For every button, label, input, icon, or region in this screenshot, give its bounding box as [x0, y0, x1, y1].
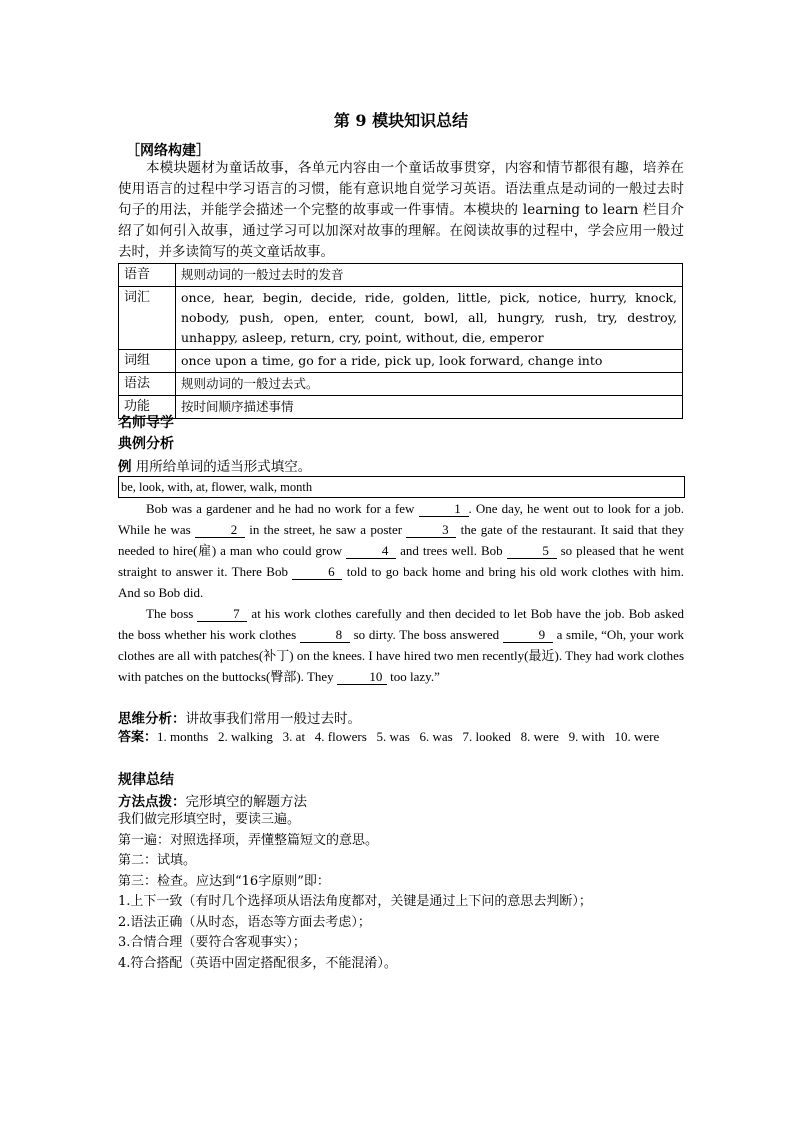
- passage-text: so dirty. The boss answered: [353, 627, 500, 642]
- blank-6: 6: [292, 565, 342, 580]
- network-heading: ［网络构建］: [126, 143, 210, 159]
- analysis-line: [118, 707, 361, 727]
- method-label: 方法点拨：: [118, 794, 186, 810]
- table-row: [119, 264, 683, 287]
- blank-5: 5: [507, 544, 557, 559]
- passage-text: told to go back home and bring his old work clothes with him. And so Bob did.: [118, 564, 685, 600]
- list-item: 3.合情合理（要符合客观事实）；: [118, 935, 306, 950]
- passage-text: so pleased that he went straight to answer it. There Bob: [118, 543, 685, 579]
- passage-text: The boss: [146, 606, 194, 621]
- method-text: 完形填空的解题方法: [185, 794, 307, 810]
- table-row: [119, 350, 683, 373]
- passage-text: the gate of the restaurant. It said that they needed to hire(雇) a man who could grow: [118, 522, 685, 558]
- analysis-label: 思维分析：: [118, 711, 186, 727]
- example-instruction-line: [118, 455, 311, 475]
- answer-line: [118, 727, 684, 749]
- table-key: 词汇: [119, 287, 176, 350]
- blank-7: 7: [197, 607, 247, 622]
- summary-heading: 规律总结: [118, 772, 174, 788]
- table-row: [119, 373, 683, 396]
- table-value: 规则动词的一般过去式。: [176, 373, 683, 396]
- passage-paragraph-2: [118, 603, 684, 687]
- passage-text: and trees well. Bob: [400, 543, 503, 558]
- passage-paragraph-1: [118, 498, 684, 603]
- passage-text: a smile, “Oh, your work clothes are all with patches(补丁) on the knees. I have hired two men recently(最近). They had work clothes with patches on the buttocks(臀部). They: [118, 627, 685, 684]
- list-item: 第二：试填。: [118, 853, 197, 868]
- blank-8: 8: [300, 628, 350, 643]
- example-instruction: 用所给单词的适当形式填空。: [135, 459, 312, 475]
- table-value: 按时间顺序描述事情: [176, 396, 683, 419]
- analysis-text: 讲故事我们常用一般过去时。: [185, 711, 361, 727]
- guide-heading: 名师导学: [118, 415, 174, 431]
- passage-text: at his work clothes carefully and then decided to let Bob have the job. Bob asked the boss whether his work clothes: [118, 606, 684, 642]
- table-key: 语音: [119, 264, 176, 287]
- example-heading: 典例分析: [118, 436, 174, 452]
- list-item: 1.上下一致（有时几个选择项从语法角度都对，关键是通过上下问的意思去判断）；: [118, 894, 592, 909]
- method-line: [118, 790, 307, 810]
- table-key: 词组: [119, 350, 176, 373]
- table-value: 规则动词的一般过去时的发音: [176, 264, 683, 287]
- answer-text: 1. months 2. walking 3. at 4. flowers 5. was 6. was 7. looked 8. were 9. with 10. were: [157, 729, 660, 744]
- list-item: 第三：检查。应达到“16字原则”即：: [118, 873, 330, 889]
- knowledge-table: [118, 263, 683, 419]
- blank-10: 10: [337, 670, 387, 685]
- table-value: once, hear, begin, decide, ride, golden, little, pick, notice, hurry, knock, nobody, push, open, enter, count, bowl, all, hungry, rush, try, destroy, unhappy, asleep, return, cry, point, without, die, emperor: [176, 287, 683, 350]
- summary-list: [118, 810, 684, 974]
- passage-text: Bob was a gardener and he had no work for a few: [146, 501, 415, 516]
- list-item: 我们做完形填空时，要读三遍。: [118, 812, 301, 827]
- blank-9: 9: [503, 628, 553, 643]
- example-label: 例: [118, 459, 132, 475]
- list-item: 第一遍：对照选择项，弄懂整篇短文的意思。: [118, 832, 379, 848]
- passage-text: too lazy.”: [390, 669, 440, 684]
- list-item: 4.符合搭配（英语中固定搭配很多，不能混淆）。: [118, 955, 397, 971]
- blank-4: 4: [346, 544, 396, 559]
- answer-label: 答案：: [118, 730, 158, 745]
- table-key: 语法: [119, 373, 176, 396]
- table-key: 功能: [119, 396, 176, 419]
- passage-text: in the street, he saw a poster: [249, 522, 403, 537]
- network-intro: 本模块题材为童话故事，各单元内容由一个童话故事贯穿，内容和情节都很有趣，培养在使用语言的过程中学习语言的习惯，能有意识地自觉学习英语。语法重点是动词的一般过去时句子的用法，并能学会描述一个完整的故事或一件事情。本模块的 learning to learn 栏目介绍了如何引入故事，通过学习可以加深对故事的理解。在阅读故事的过程中，学会应用一般过去时，并多读简写的英文童话故事。: [118, 160, 684, 260]
- page-title: 第 9 模块知识总结: [333, 111, 469, 130]
- blank-1: 1: [419, 502, 469, 517]
- word-box: be, look, with, at, flower, walk, month: [118, 476, 685, 498]
- blank-3: 3: [406, 523, 456, 538]
- list-item: 2.语法正确（从时态，语态等方面去考虑）；: [118, 914, 371, 930]
- passage-text: . One day, he went out to look for a job. While he was: [118, 501, 684, 537]
- table-row: [119, 287, 683, 350]
- table-value: once upon a time, go for a ride, pick up, look forward, change into: [176, 350, 683, 373]
- blank-2: 2: [195, 523, 245, 538]
- table-row: [119, 396, 683, 419]
